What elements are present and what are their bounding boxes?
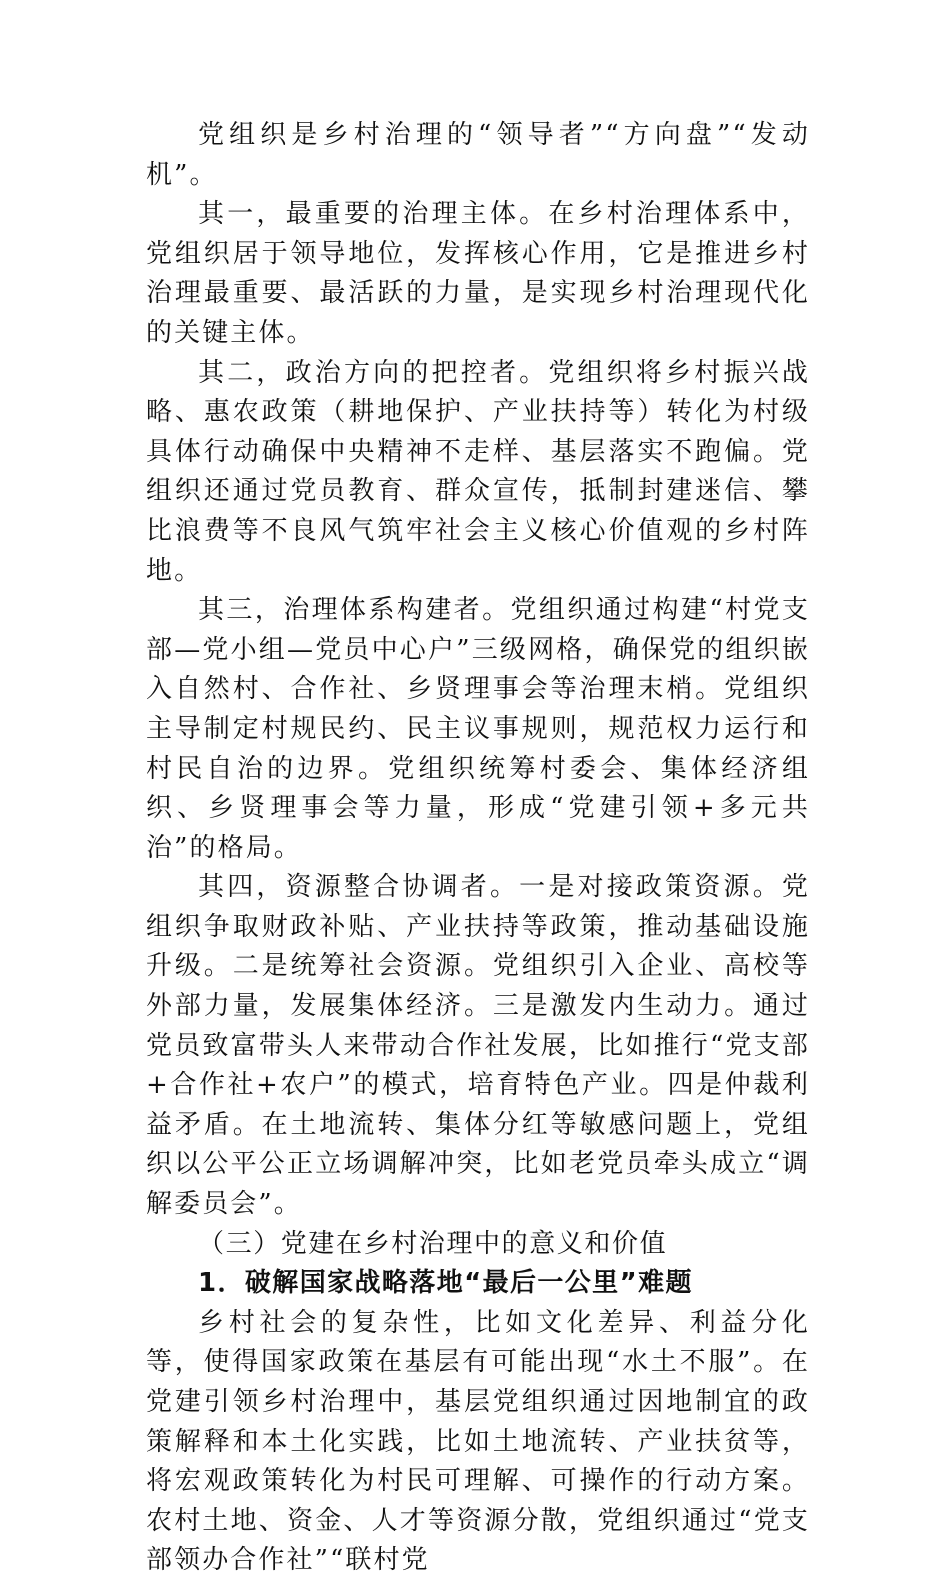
document-body	[146, 116, 810, 1581]
sub-heading: 1．破解国家战略落地“最后一公里”难题	[198, 1268, 693, 1299]
paragraph-leaders: 党组织是乡村治理的“领导者”“方向盘”“发动机”。	[146, 120, 810, 190]
paragraph-last-mile: 乡村社会的复杂性，比如文化差异、利益分化等，使得国家政策在基层有可能出现“水土不服”。在党建引领乡村治理中，基层党组织通过因地制宜的政策解释和本土化实践，比如土地流转、产业扶贫等，将宏观政策转化为村民可理解、可操作的行动方案。农村土地、资金、人才等资源分散，党组织通过“党支部领办合作社”“联村党	[146, 1307, 810, 1576]
paragraph-political-direction: 其二，政治方向的把控者。党组织将乡村振兴战略、惠农政策（耕地保护、产业扶持等）转化为村级具体行动确保中央精神不走样、基层落实不跑偏。党组织还通过党员教育、群众宣传，抵制封建迷信、攀比浪费等不良风气筑牢社会主义核心价值观的乡村阵地。	[146, 357, 810, 586]
paragraph-governance-subject: 其一，最重要的治理主体。在乡村治理体系中，党组织居于领导地位，发挥核心作用，它是推进乡村治理最重要、最活跃的力量，是实现乡村治理现代化的关键主体。	[146, 199, 810, 348]
paragraph-governance-system: 其三，治理体系构建者。党组织通过构建“村党支部—党小组—党员中心户”三级网格，确保党的组织嵌入自然村、合作社、乡贤理事会等治理末梢。党组织主导制定村规民约、民主议事规则，规范权力运行和村民自治的边界。党组织统筹村委会、集体经济组织、乡贤理事会等力量，形成“党建引领+多元共治”的格局。	[146, 595, 810, 863]
section-heading: （三）党建在乡村治理中的意义和价值	[198, 1228, 668, 1259]
paragraph-resource-coordination: 其四，资源整合协调者。一是对接政策资源。党组织争取财政补贴、产业扶持等政策，推动基础设施升级。二是统筹社会资源。党组织引入企业、高校等外部力量，发展集体经济。三是激发内生动力。通过党员致富带头人来带动合作社发展，比如推行“党支部+合作社+农户”的模式，培育特色产业。四是仲裁利益矛盾。在土地流转、集体分红等敏感问题上，党组织以公平公正立场调解冲突，比如老党员牵头成立“调解委员会”。	[146, 872, 810, 1220]
